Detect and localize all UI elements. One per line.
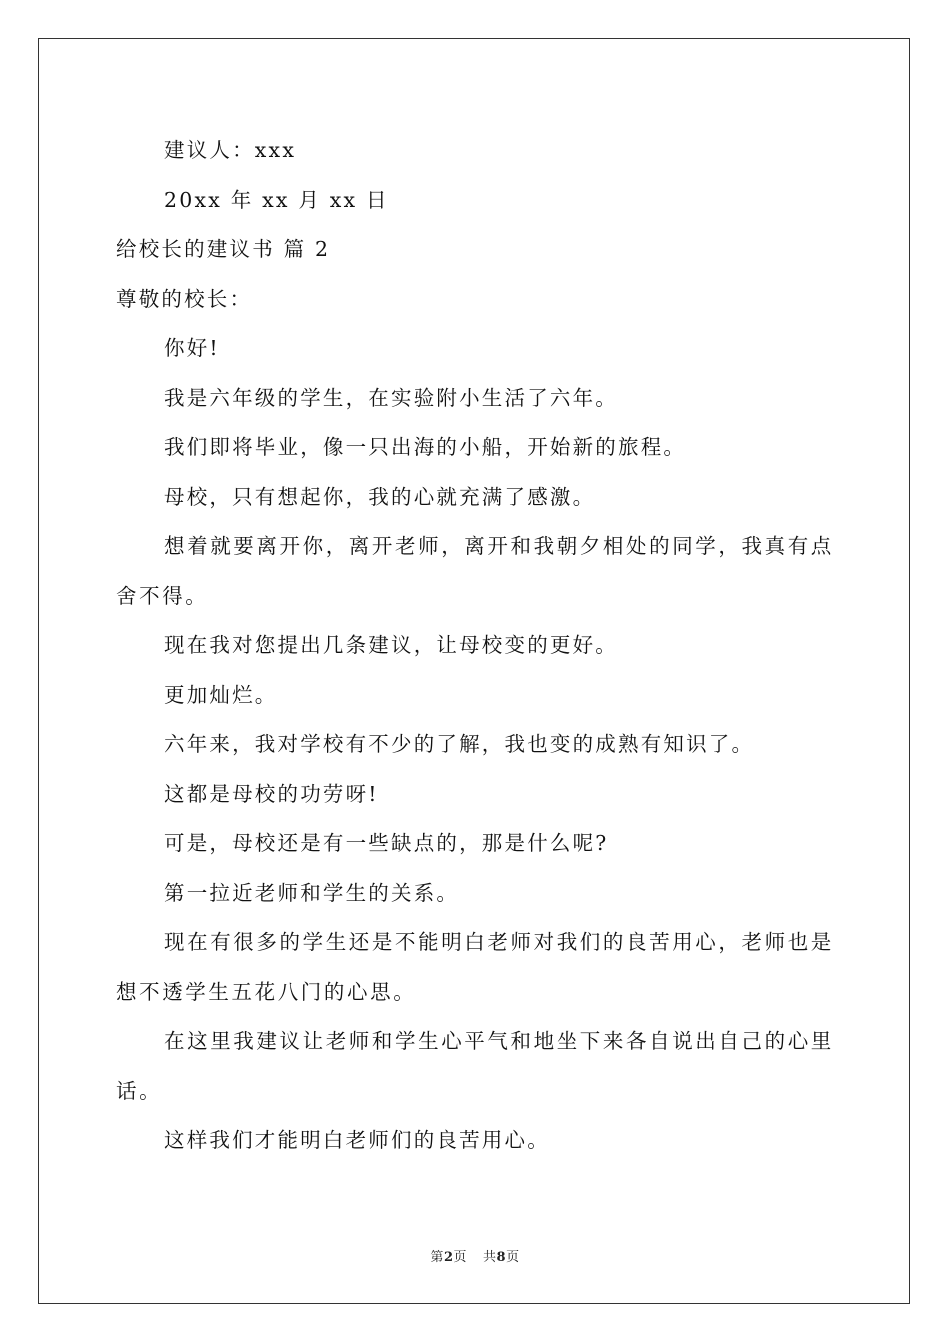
page-unit: 页 [453, 1250, 467, 1265]
page-current: 2 [443, 1250, 454, 1265]
total-prefix: 共 [483, 1250, 497, 1265]
paragraph: 你好! [164, 336, 220, 360]
document-body [116, 126, 836, 1166]
page-total: 8 [496, 1250, 507, 1265]
signature-line: 建议人：xxx [164, 138, 297, 162]
paragraph: 我们即将毕业，像一只出海的小船，开始新的旅程。 [164, 435, 687, 459]
paragraph: 这都是母校的功劳呀! [164, 781, 379, 806]
paragraph: 现在我对您提出几条建议，让母校变的更好。 [164, 633, 618, 657]
paragraph: 想着就要离开你，离开老师，离开和我朝夕相处的同学，我真有点舍不得。 [116, 534, 834, 608]
total-unit: 页 [506, 1250, 520, 1265]
paragraph: 母校，只有想起你，我的心就充满了感激。 [164, 484, 596, 509]
section-title: 给校长的建议书 篇 2 [116, 237, 331, 261]
paragraph: 在这里我建议让老师和学生心平气和地坐下来各自说出自己的心里话。 [116, 1029, 834, 1103]
salutation: 尊敬的校长： [116, 286, 253, 311]
date-line: 20xx 年 xx 月 xx 日 [164, 187, 389, 212]
page-footer [0, 1246, 950, 1265]
paragraph: 六年来，我对学校有不少的了解，我也变的成熟有知识了。 [164, 732, 755, 756]
page-prefix: 第 [430, 1250, 444, 1265]
paragraph: 这样我们才能明白老师们的良苦用心。 [164, 1128, 550, 1152]
paragraph: 可是，母校还是有一些缺点的，那是什么呢? [164, 831, 609, 855]
paragraph: 我是六年级的学生，在实验附小生活了六年。 [164, 385, 618, 410]
paragraph: 更加灿烂。 [164, 682, 278, 707]
paragraph: 现在有很多的学生还是不能明白老师对我们的良苦用心，老师也是想不透学生五花八门的心思。 [116, 930, 834, 1004]
paragraph: 第一拉近老师和学生的关系。 [164, 880, 460, 905]
